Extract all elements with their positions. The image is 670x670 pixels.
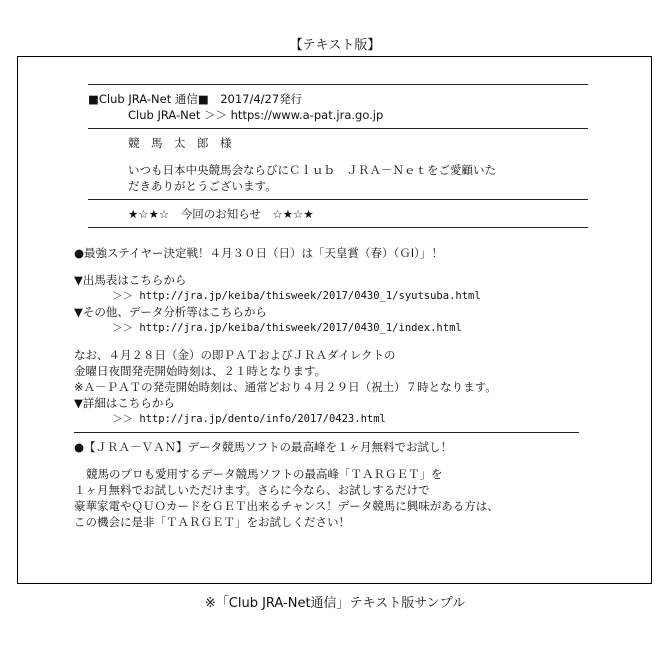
- newsletter-frame: [17, 56, 652, 584]
- section2-headline: ●【ＪＲＡ－ＶＡＮ】データ競馬ソフトの最高峰を１ヶ月無料でお試し！: [74, 440, 453, 454]
- note-line-1: なお、４月２８日（金）の即ＰＡＴおよびＪＲＡダイレクトの: [74, 348, 396, 362]
- caption-bottom: ※「Club JRA-Net通信」テキスト版サンプル: [204, 596, 466, 611]
- divider: [88, 227, 588, 228]
- newsletter-body: [88, 79, 588, 234]
- thanks-line-2: だきありがとうございます。: [128, 179, 277, 193]
- divider: [88, 128, 588, 129]
- note-line-3: ※Ａ－ＰＡＴの発売開始時刻は、通常どおり４月２９日（祝土）７時となります。: [74, 380, 497, 394]
- section2-body-line-1: 競馬のプロも愛用するデータ競馬ソフトの最高峰「ＴＡＲＧＥＴ」を: [86, 467, 443, 481]
- note-line-2: 金曜日夜間発売開始時刻は、２１時となります。: [74, 364, 327, 378]
- section2-body-line-2: １ヶ月無料でお試しいただけます。さらに今なら、お試しするだけで: [74, 483, 430, 497]
- detail-link[interactable]: ＞＞ http://jra.jp/dento/info/2017/0423.html: [112, 413, 386, 425]
- notice-heading: ★☆★☆ 今回のお知らせ ☆★☆★: [128, 207, 314, 221]
- section2-body-line-4: この機会に是非「ＴＡＲＧＥＴ」をお試しください！: [74, 515, 350, 529]
- section1-headline: ●最強ステイヤー決定戦！４月３０日（日）は「天皇賞（春）（ＧⅠ）」！: [74, 246, 443, 260]
- section2-body-line-3: 豪華家電やＱＵＯカードをＧＥＴ出来るチャンス！データ競馬に興味がある方は、: [74, 499, 499, 513]
- detail-label: ▼詳細はこちらから: [74, 396, 175, 410]
- entries-link[interactable]: ＞＞ http://jra.jp/keiba/thisweek/2017/0430_1/syutsuba.html: [112, 290, 481, 302]
- header-line-2: Club JRA-Net ＞＞ https://www.a-pat.jra.go.jp: [128, 108, 384, 122]
- entries-label: ▼出馬表はこちらから: [74, 273, 187, 287]
- thanks-line-1: いつも日本中央競馬会ならびにＣｌｕｂ ＪＲＡ－Ｎｅｔをご愛顧いた: [128, 163, 496, 177]
- header-line-1: ■Club JRA-Net 通信■ 2017/4/27発行: [88, 92, 303, 106]
- divider: [88, 84, 588, 85]
- recipient-name: 競 馬 太 郎 様: [128, 136, 232, 150]
- divider: [88, 199, 588, 200]
- data-link[interactable]: ＞＞ http://jra.jp/keiba/thisweek/2017/0430_1/index.html: [112, 322, 462, 334]
- caption-top: 【テキスト版】: [289, 38, 381, 53]
- divider: [74, 432, 579, 433]
- newsletter-content: [74, 245, 634, 530]
- data-label: ▼その他、データ分析等はこちらから: [74, 305, 267, 319]
